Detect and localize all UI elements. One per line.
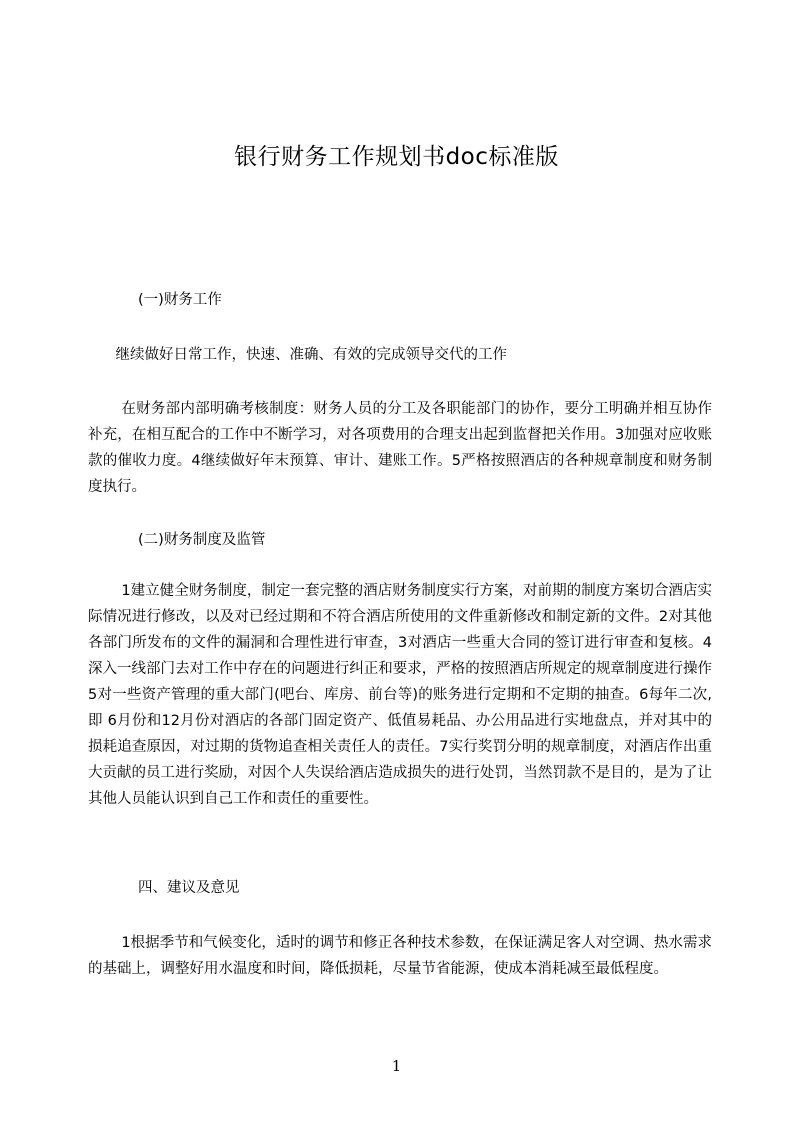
paragraph-suggestions: 1根据季节和气候变化，适时的调节和修正各种技术参数，在保证满足客人对空调、热水需求的基础上，调整好用水温度和时间，降低损耗，尽量节省能源，使成本消耗减至最低程度。 bbox=[88, 935, 712, 977]
paragraph-daily-work: 继续做好日常工作，快速、准确、有效的完成领导交代的工作 bbox=[115, 347, 508, 363]
document-title: 银行财务工作规划书doc标准版 bbox=[234, 144, 559, 170]
section-heading-suggestions: 四、建议及意见 bbox=[138, 880, 240, 896]
section-heading-finance-system: (二)财务制度及监管 bbox=[138, 532, 266, 548]
paragraph-finance-system: 1建立健全财务制度，制定一套完整的酒店财务制度实行方案，对前期的制度方案切合酒店实际情况进行修改，以及对已经过期和不符合酒店所使用的文件重新修改和制定新的文件。2对其他各部门所发布的文件的漏洞和合理性进行审查，3对酒店一些重大合同的签订进行审查和复核。4深入一线部门去对工作中存在的问题进行纠正和要求，严格的按照酒店所规定的规章制度进行操作5对一些资产管理的重大部门(吧台、库房、前台等)的账务进行定期和不定期的抽查。6每年二次,即 6月份和12月份对酒店的各部门固定资产、低值易耗品、办公用品进行实地盘点，并对其中的损耗追查原因，对过期的货物追查相关责任人的责任。7实行奖罚分明的规章制度，对酒店作出重大贡献的员工进行奖励，对因个人失误给酒店造成损失的进行处罚，当然罚款不是目的，是为了让其他人员能认识到自己工作和责任的重要性。 bbox=[88, 583, 712, 807]
section-heading-finance-work: (一)财务工作 bbox=[138, 292, 222, 308]
page-number: 1 bbox=[391, 1057, 402, 1075]
paragraph-assessment-system: 在财务部内部明确考核制度：财务人员的分工及各职能部门的协作，要分工明确并相互协作补充，在相互配合的工作中不断学习，对各项费用的合理支出起到监督把关作用。3加强对应收账款的催收力度。4继续做好年末预算、审计、建账工作。5严格按照酒店的各种规章制度和财务制度执行。 bbox=[88, 401, 712, 495]
